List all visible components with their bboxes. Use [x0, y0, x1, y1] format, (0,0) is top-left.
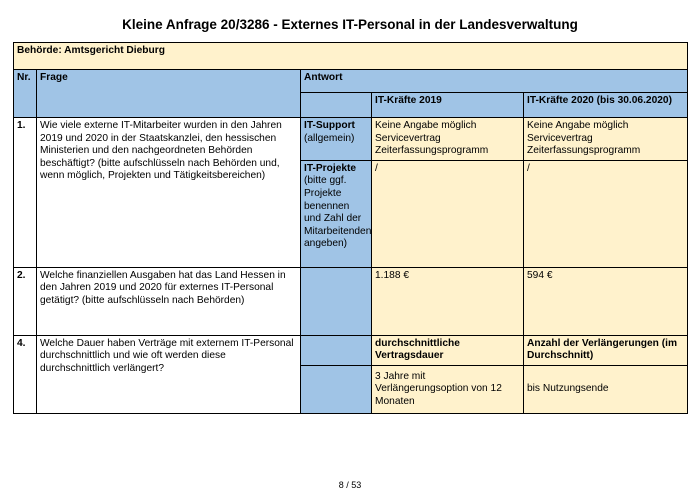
- header-nr: Nr.: [14, 70, 37, 118]
- q4-nr: 4.: [14, 335, 37, 413]
- q4-label-empty-2: [301, 365, 372, 413]
- q4-header-duration: durchschnittliche Vertragsdauer: [372, 335, 524, 365]
- page-number: 8 / 53: [338, 480, 362, 490]
- header-2020: IT-Kräfte 2020 (bis 30.06.2020): [524, 93, 688, 118]
- support-2020-line: Servicevertrag: [527, 132, 593, 144]
- header-antwort: Antwort: [301, 70, 688, 93]
- page-title: Kleine Anfrage 20/3286 - Externes IT-Personal in der Landesverwaltung: [122, 17, 578, 32]
- q4-duration: 3 Jahre mit Verlängerungsoption von 12 Monaten: [372, 365, 524, 413]
- header-empty: [301, 93, 372, 118]
- header-2019: IT-Kräfte 2019: [372, 93, 524, 118]
- q1-nr: 1.: [14, 118, 37, 268]
- q1-support-2019: [372, 118, 524, 161]
- support-2020-line: Keine Angabe möglich: [527, 120, 629, 131]
- q2-nr: 2.: [14, 267, 37, 335]
- support-2019-line: Keine Angabe möglich: [375, 120, 477, 131]
- q2-2020: 594 €: [524, 267, 688, 335]
- q4-label-empty: [301, 335, 372, 365]
- authority-row: Behörde: Amtsgericht Dieburg: [14, 43, 688, 70]
- q1-support-2020: [524, 118, 688, 161]
- q2-question: Welche finanziellen Ausgaben hat das Land Hessen in den Jahren 2019 und 2020 für externes IT-Personal getätigt? (bitte aufschlüsseln nach Behörden): [37, 267, 301, 335]
- support-title: IT-Support: [304, 120, 355, 131]
- answer-table: [13, 42, 688, 414]
- support-sub: (allgemein): [304, 132, 355, 144]
- q2-label-empty: [301, 267, 372, 335]
- header-frage: Frage: [37, 70, 301, 118]
- projekte-sub: (bitte ggf. Projekte benennen und Zahl der Mitarbeitenden angeben): [304, 175, 372, 250]
- q1-projekte-2020: /: [524, 160, 688, 267]
- support-2019-line: Servicevertrag: [375, 132, 441, 144]
- q4-question: Welche Dauer haben Verträge mit externem IT-Personal durchschnittlich und wie oft werden diese durchschnittlich verlängert?: [37, 335, 301, 413]
- projekte-title: IT-Projekte: [304, 162, 357, 174]
- q1-support-label: [301, 118, 372, 161]
- q4-extensions: bis Nutzungsende: [524, 365, 688, 413]
- support-2019-line: Zeiterfassungsprogramm: [375, 145, 489, 157]
- q1-projekte-2019: /: [372, 160, 524, 267]
- q1-projekte-label: [301, 160, 372, 267]
- q4-header-extensions: Anzahl der Verlängerungen (im Durchschnitt): [524, 335, 688, 365]
- q1-question: Wie viele externe IT-Mitarbeiter wurden in den Jahren 2019 und 2020 in der Staatskanzlei, den hessischen Ministerien und den nachgeordneten Behörden beschäftigt? (bitte aufschlüsseln nach Behörden und, wenn möglich, Projekten und Tätigkeitsbereichen): [37, 118, 301, 268]
- q2-2019: 1.188 €: [372, 267, 524, 335]
- support-2020-line: Zeiterfassungsprogramm: [527, 145, 641, 157]
